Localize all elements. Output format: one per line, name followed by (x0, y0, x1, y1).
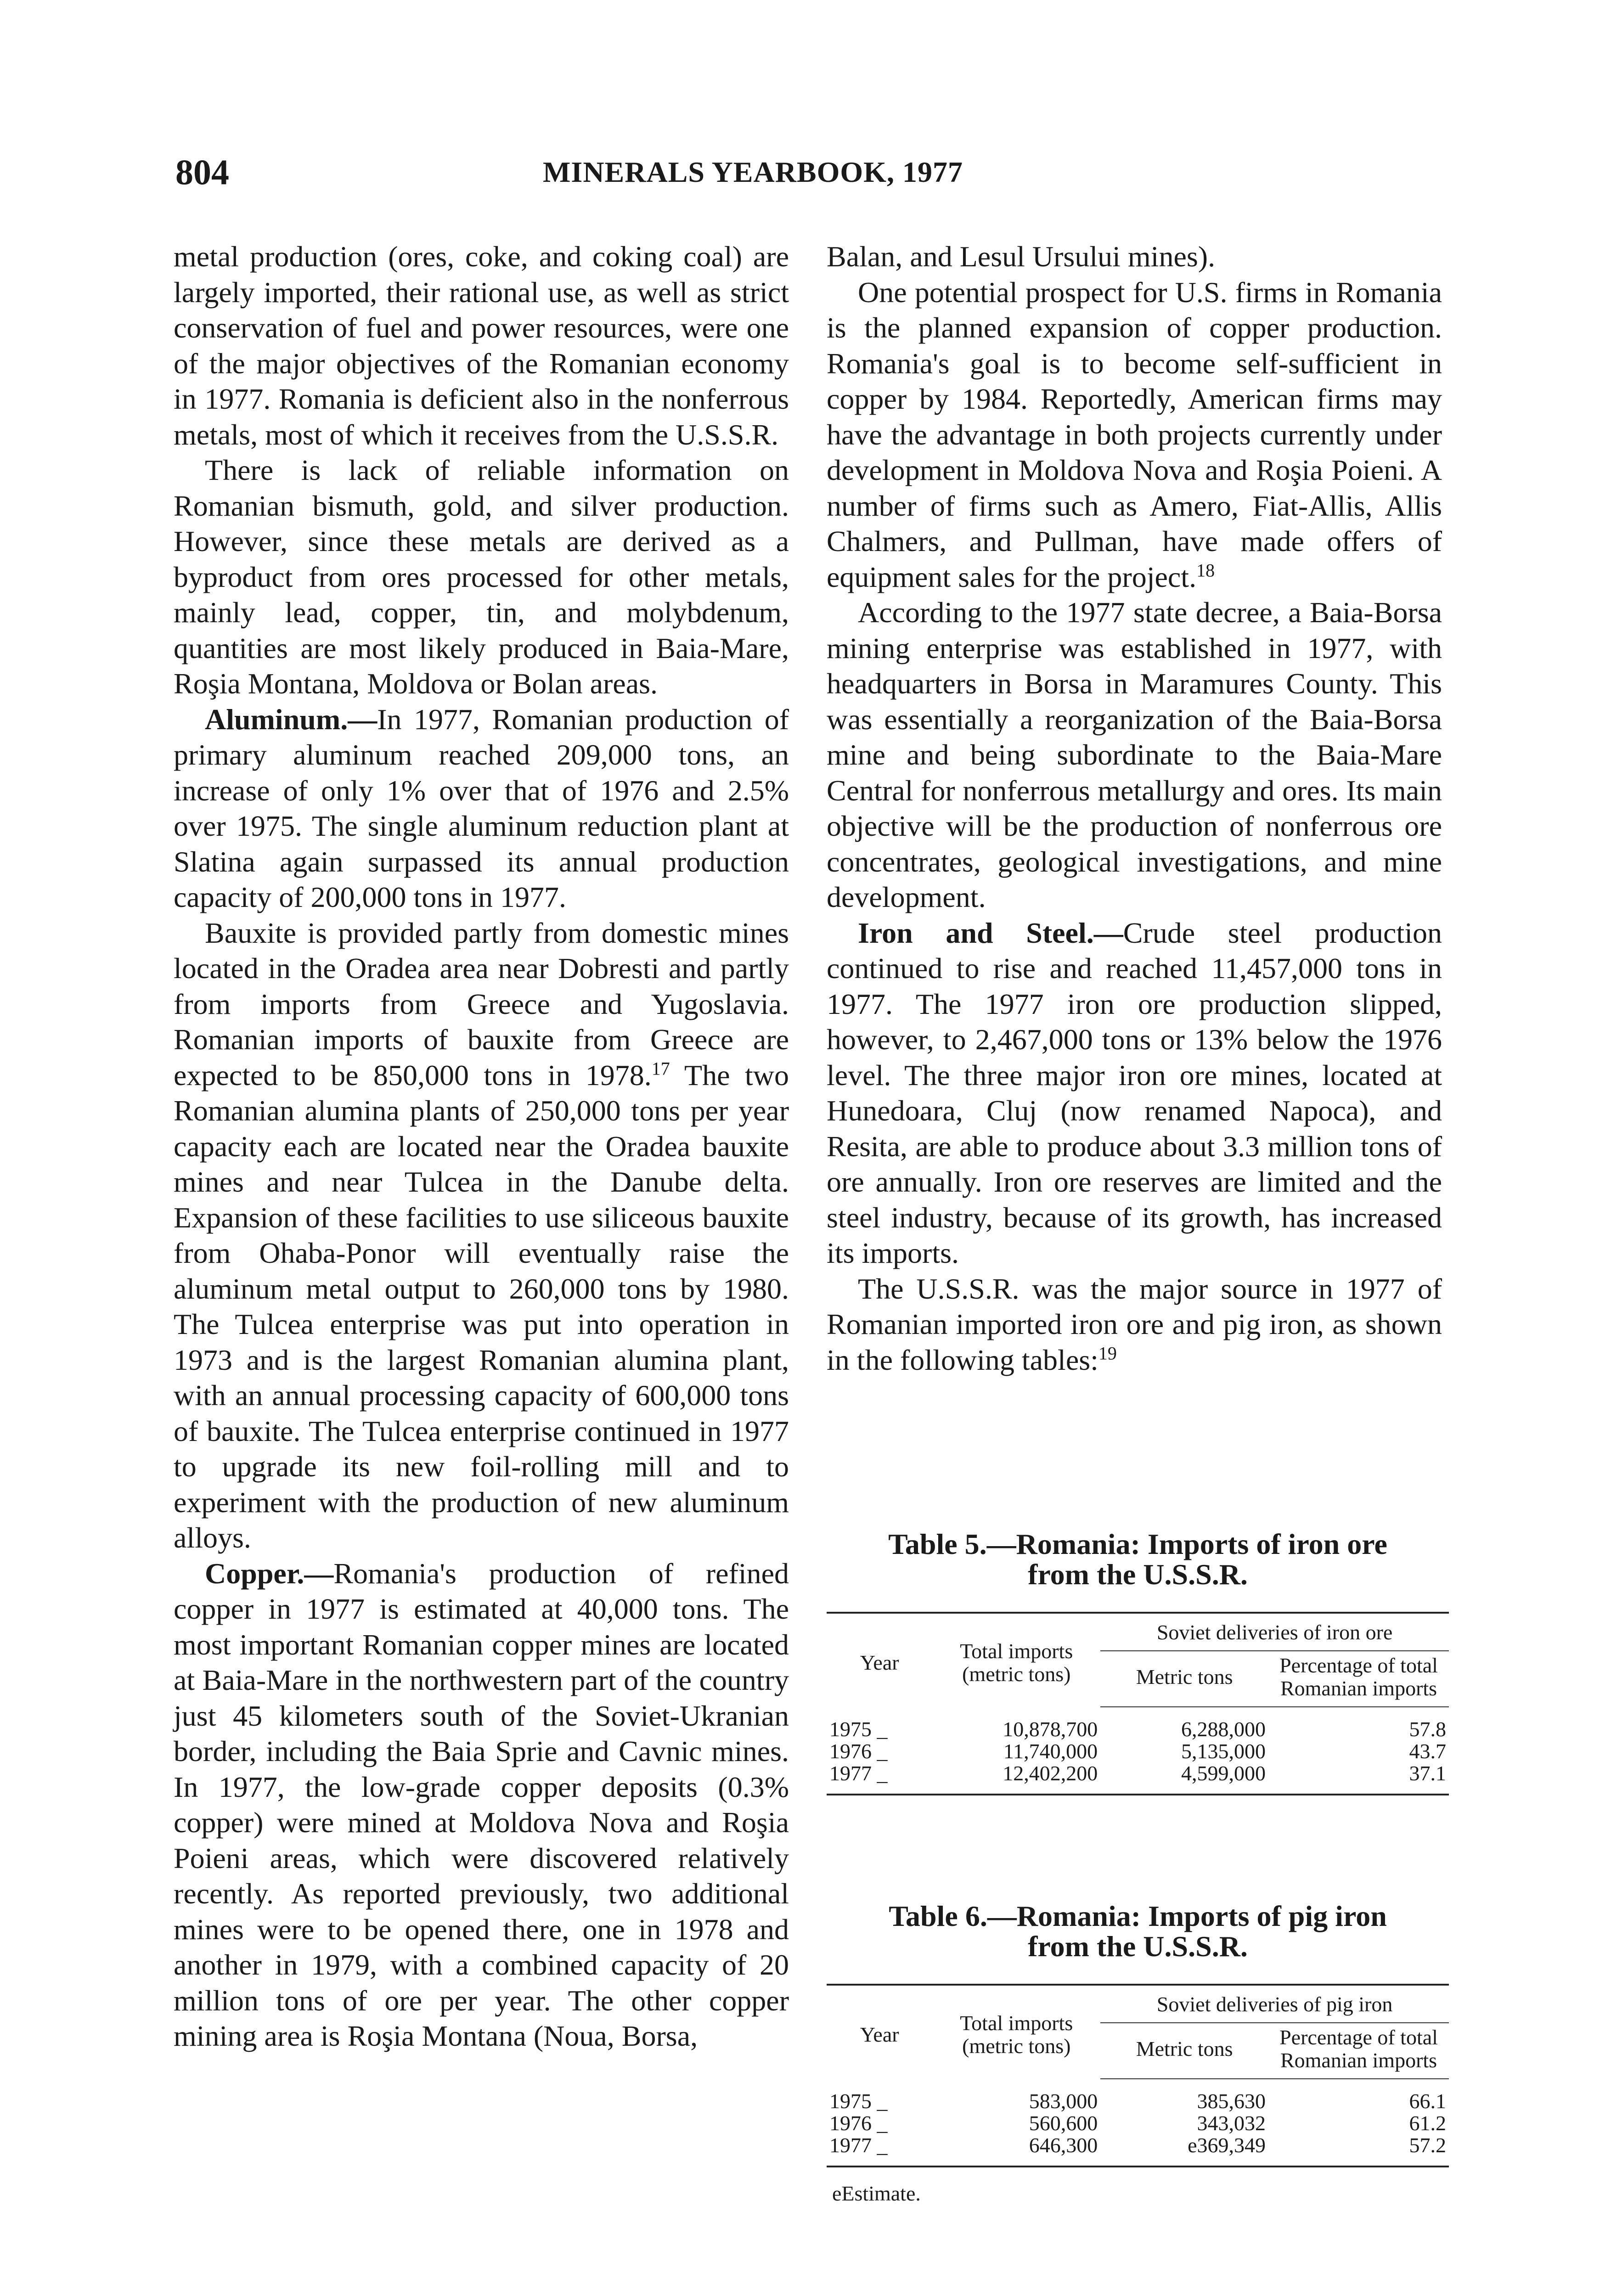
right-column (827, 239, 1442, 1378)
paragraph (174, 1556, 789, 2054)
cell-metric: 4,599,000 (1100, 1762, 1268, 1795)
cell-total: 11,740,000 (1003, 1739, 1098, 1763)
paragraph-text: Bauxite is provided partly from domestic mines located in the Oradea area near Dobresti and partly from imports from Greece and Yugoslavia. Romanian imports of bauxite from Greece are expected to be 850,000 tons in 1978. (174, 916, 789, 1092)
table-title-line: from the U.S.S.R. (1028, 1558, 1248, 1591)
column-header-metric: Metric tons (1100, 2023, 1268, 2079)
cell-metric: e369,349 (1100, 2134, 1268, 2167)
footnote-ref: 18 (1196, 560, 1215, 581)
column-header-total: Total imports (metric tons) (932, 1985, 1100, 2079)
paragraph (174, 702, 789, 915)
paragraph (827, 275, 1442, 595)
data-table (827, 1612, 1449, 1795)
paragraph (174, 915, 789, 1556)
cell-metric: 385,630 (1197, 2089, 1266, 2113)
cell-total: 583,000 (1029, 2089, 1098, 2113)
cell-year: 1976 _ (829, 2111, 888, 2135)
data-table (827, 1984, 1449, 2167)
page-number: 804 (175, 152, 229, 192)
table-title-line: Table 5.—Romania: Imports of iron ore (888, 1528, 1387, 1560)
paragraph (827, 915, 1442, 1271)
cell-percentage: 57.2 (1268, 2134, 1449, 2167)
table-title (827, 1901, 1449, 1962)
column-header-total: Total imports (metric tons) (932, 1613, 1100, 1707)
column-header-soviet: Soviet deliveries of iron ore (1100, 1613, 1449, 1651)
cell-year: 1976 _ (829, 1739, 888, 1763)
footnote-ref: 17 (651, 1058, 670, 1079)
table-footnote: eEstimate. (832, 2182, 921, 2205)
column-header-metric: Metric tons (1100, 1651, 1268, 1707)
cell-metric: 6,288,000 (1181, 1717, 1266, 1741)
section-heading-copper: Copper.— (205, 1557, 334, 1590)
cell-metric: 343,032 (1197, 2111, 1266, 2135)
table-row (827, 2112, 1449, 2134)
cell-year: 1975 _ (829, 2089, 888, 2113)
paragraph-text: The U.S.S.R. was the major source in 1977 of Romanian imported iron ore and pig iron, as shown in the following tables: (827, 1272, 1442, 1376)
table-row (827, 2079, 1449, 2112)
page-header (175, 152, 1461, 193)
cell-percentage: 57.8 (1409, 1717, 1446, 1741)
cell-total: 12,402,200 (932, 1762, 1100, 1795)
paragraph: According to the 1977 state decree, a Baia-Borsa mining enterprise was established in 1977, with headquarters in Borsa in Maramures County. This was essentially a reorganization of the Baia-Borsa mine and being subordinate to the Baia-Mare Central for nonferrous metallurgy and ores. Its main objective will be the production of nonferrous ore concentrates, geological investigations, and mine development. (827, 596, 1442, 913)
column-header-year: Year (827, 1985, 932, 2079)
left-column (174, 239, 789, 2054)
cell-percentage: 61.2 (1409, 2111, 1446, 2135)
paragraph-text: Romania's production of refined copper in 1977 is estimated at 40,000 tons. The most important Romanian copper mines are located at Baia-Mare in the northwestern part of the country just 45 kilometers south of the Soviet-Ukranian border, including the Baia Sprie and Cavnic mines. In 1977, the low-grade copper deposits (0.3% copper) were mined at Moldova Nova and Roşia Poieni areas, which were discovered relatively recently. As reported previously, two additional mines were to be opened there, one in 1978 and another in 1979, with a combined capacity of 20 million tons of ore per year. The other copper mining area is Roşia Montana (Noua, Borsa, (174, 1557, 789, 2052)
cell-total: 646,300 (932, 2134, 1100, 2167)
table-row (827, 1707, 1449, 1740)
table-title-line: from the U.S.S.R. (1028, 1930, 1248, 1963)
paragraph: There is lack of reliable information on Romanian bismuth, gold, and silver production. However, since these metals are derived as a byproduct from ores processed for other metals, mainly lead, copper, tin, and molybdenum, quantities are most likely produced in Baia-Mare, Roşia Montana, Moldova or Bolan areas. (174, 454, 789, 700)
cell-percentage: 66.1 (1409, 2089, 1446, 2113)
paragraph-text: In 1977, Romanian production of primary aluminum reached 209,000 tons, an increase of only 1% over that of 1976 and 2.5% over 1975. The single aluminum reduction plant at Slatina again surpassed its annual production capacity of 200,000 tons in 1977. (174, 703, 789, 913)
paragraph-text: One potential prospect for U.S. firms in Romania is the planned expansion of copper production. Romania's goal is to become self-sufficient in copper by 1984. Reportedly, American firms may have the advantage in both projects currently under development in Moldova Nova and Roşia Poieni. A number of firms such as Amero, Fiat-Allis, Allis Chalmers, and Pullman, have made offers of equipment sales for the project. (827, 276, 1442, 593)
section-heading-aluminum: Aluminum.— (205, 703, 377, 736)
paragraph: Balan, and Lesul Ursului mines). (827, 240, 1216, 273)
footnote-ref: 19 (1098, 1343, 1117, 1364)
cell-year: 1977 _ (827, 2134, 932, 2167)
column-header-soviet: Soviet deliveries of pig iron (1100, 1985, 1449, 2023)
paragraph (827, 1271, 1442, 1378)
cell-percentage: 43.7 (1409, 1739, 1446, 1763)
table-row (827, 1762, 1449, 1795)
cell-percentage: 37.1 (1268, 1762, 1449, 1795)
cell-total: 560,600 (1029, 2111, 1098, 2135)
cell-total: 10,878,700 (1003, 1717, 1098, 1741)
running-head: MINERALS YEARBOOK, 1977 (543, 156, 963, 188)
column-header-percentage: Percentage of total Romanian imports (1268, 1651, 1449, 1707)
table-title (827, 1529, 1449, 1590)
paragraph-text: Crude steel production continued to rise and reached 11,457,000 tons in 1977. The 1977 iron ore production slipped, however, to 2,467,000 tons or 13% below the 1976 level. The three major iron ore mines, located at Hunedoara, Cluj (now renamed Napoca), and Resita, are able to produce about 3.3 million tons of ore annually. Iron ore reserves are limited and the steel industry, because of its growth, has increased its imports. (827, 916, 1442, 1269)
table-6 (827, 1901, 1449, 2206)
paragraph-text: The two Romanian alumina plants of 250,000 tons per year capacity each are located near the Oradea bauxite mines and near Tulcea in the Danube delta. Expansion of these facilities to use siliceous bauxite from Ohaba-Ponor will eventually raise the aluminum metal output to 260,000 tons by 1980. The Tulcea enterprise was put into operation in 1973 and is the largest Romanian alumina plant, with an annual processing capacity of 600,000 tons of bauxite. The Tulcea enterprise continued in 1977 to upgrade its new foil-rolling mill and to experiment with the production of new aluminum alloys. (174, 1058, 789, 1554)
cell-metric: 5,135,000 (1181, 1739, 1266, 1763)
cell-year: 1975 _ (829, 1717, 888, 1741)
table-row (827, 2134, 1449, 2167)
column-header-year: Year (827, 1613, 932, 1707)
section-heading-iron-steel: Iron and Steel.— (858, 916, 1123, 949)
paragraph: metal production (ores, coke, and coking coal) are largely imported, their rational use, as well as strict conservation of fuel and power resources, were one of the major objectives of the Romanian economy in 1977. Romania is deficient also in the nonferrous metals, most of which it receives from the U.S.S.R. (174, 240, 789, 451)
column-header-percentage: Percentage of total Romanian imports (1268, 2023, 1449, 2079)
table-5 (827, 1529, 1449, 1795)
cell-year: 1977 _ (827, 1762, 932, 1795)
table-row (827, 1740, 1449, 1762)
table-title-line: Table 6.—Romania: Imports of pig iron (889, 1900, 1387, 1932)
